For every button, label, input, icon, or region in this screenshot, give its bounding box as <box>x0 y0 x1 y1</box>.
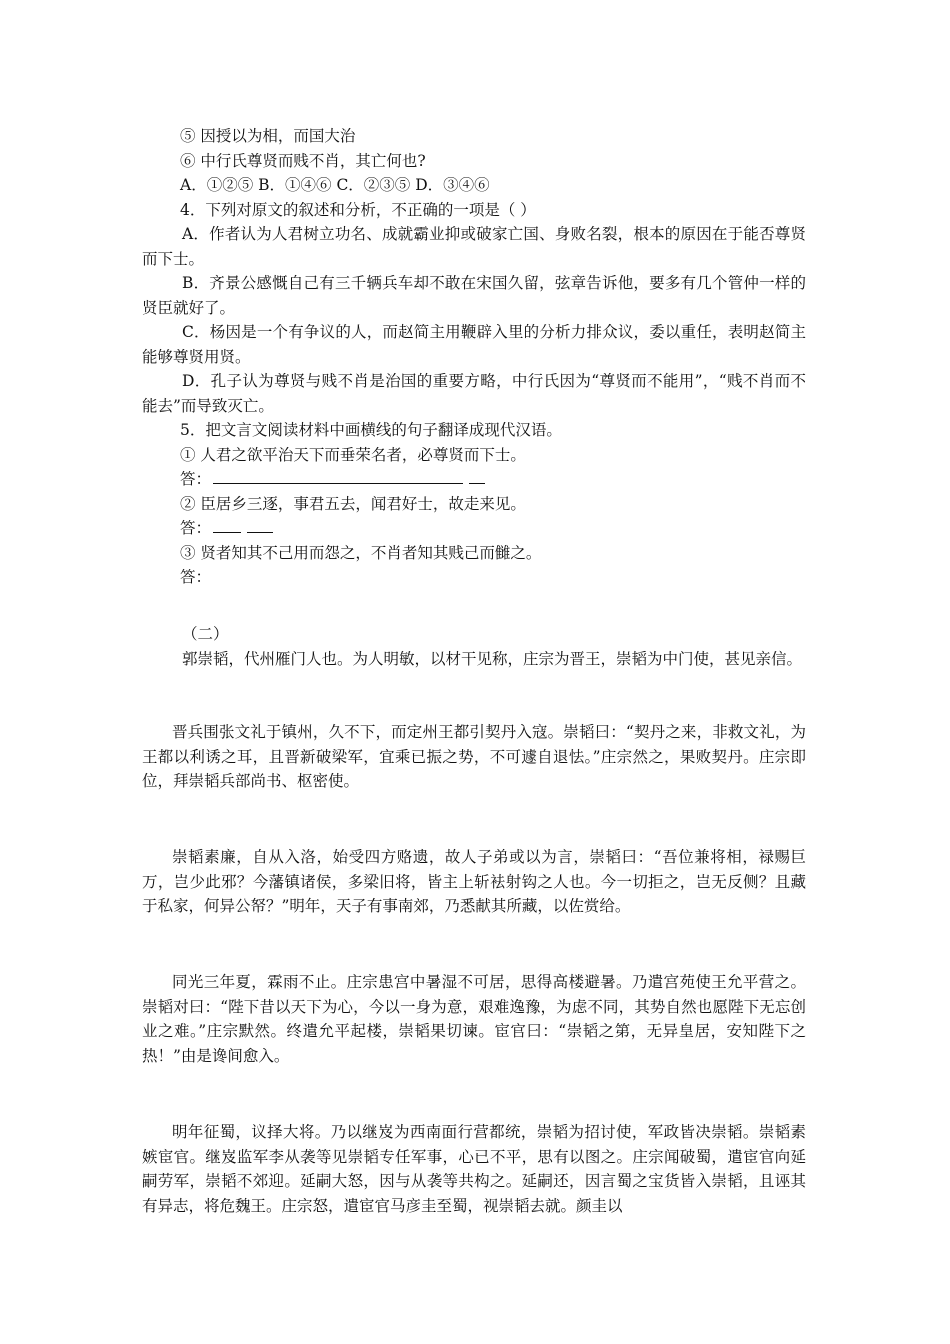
paragraph-2-block <box>142 720 806 794</box>
answer-line-2 <box>142 516 806 541</box>
answer-choices: A．①②⑤ B．①④⑥ C．②③⑤ D．③④⑥ <box>180 176 490 194</box>
q4-option-b: B．齐景公感慨自己有三千辆兵车却不敢在宋国久留，弦章告诉他，要多有几个管仲一样的贤臣就好了。 <box>142 274 806 317</box>
answer-blank <box>247 516 273 533</box>
paragraph-3: 崇韬素廉，自从入洛，始受四方赂遗，故人子弟或以为言，崇韬曰：“吾位兼将相，禄赐巨万，岂少此邪？今藩镇诸侯，多梁旧将，皆主上斩袪射钩之人也。今一切拒之，岂无反侧？且藏于私家，何异公帑？”明年，天子有事南郊，乃悉献其所藏，以佐赏给。 <box>142 848 806 915</box>
option-line-5: ⑤ 因授以为相，而国大治 <box>180 127 356 145</box>
section-2-heading-block <box>142 622 806 671</box>
question-5: 5．把文言文阅读材料中画横线的句子翻译成现代汉语。 <box>180 421 562 439</box>
q4-option-d: D．孔子认为尊贤与贱不肖是治国的重要方略，中行氏因为“尊贤而不能用”，“贱不肖而不能去”而导致灭亡。 <box>142 372 806 415</box>
q4-option-a: A．作者认为人君树立功名、成就霸业抑或破家亡国、身败名裂，根本的原因在于能否尊贤而下士。 <box>142 225 806 268</box>
paragraph-5: 明年征蜀，议择大将。乃以继岌为西南面行营都统，崇韬为招讨使，军政皆决崇韬。崇韬素嫉宦官。继岌监军李从袭等见崇韬专任军事，心已不平，思有以图之。庄宗闻破蜀，遣宦官向延嗣劳军，崇韬不郊迎。延嗣大怒，因与从袭等共构之。延嗣还，因言蜀之宝货皆入崇韬，且诬其有异志，将危魏王。庄宗怒，遣宦官马彦圭至蜀，视崇韬去就。颜圭以 <box>142 1123 806 1215</box>
answer-line-3: 答： <box>180 568 212 586</box>
sentence-1: ① 人君之欲平治天下而垂荣名者，必尊贤而下士。 <box>180 445 526 464</box>
sentence-2: ② 臣居乡三逐，事君五去，闻君好士，故走来见。 <box>180 494 526 513</box>
option-line-6: ⑥ 中行氏尊贤而贱不肖，其亡何也? <box>180 151 426 170</box>
paragraph-1: 郭崇韬，代州雁门人也。为人明敏，以材干见称，庄宗为晋王，崇韬为中门使，甚见亲信。 <box>182 649 803 668</box>
answer-blank <box>213 467 463 484</box>
section-heading: （二） <box>182 625 229 643</box>
q4-option-c: C．杨因是一个有争议的人，而赵简主用鞭辟入里的分析力排众议，委以重任，表明赵简主能够尊贤用贤。 <box>142 323 806 366</box>
paragraph-4: 同光三年夏，霖雨不止。庄宗患宫中暑湿不可居，思得高楼避暑。乃遣宫苑使王允平营之。崇韬对曰：“陛下昔以天下为心，今以一身为意，艰难逸豫，为虑不同，其势自然也愿陛下无忘创业之难。”庄宗默然。终遣允平起楼，崇韬果切谏。宦官曰：“崇韬之第，无异皇居，安知陛下之热！”由是谗间愈入。 <box>142 973 806 1065</box>
answer-label: 答： <box>180 519 212 537</box>
answer-blank <box>213 516 241 533</box>
answer-blank <box>469 467 485 484</box>
paragraph-3-block <box>142 845 806 919</box>
paragraph-5-block <box>142 1120 806 1218</box>
question-4: 4．下列对原文的叙述和分析，不正确的一项是（ ） <box>180 200 536 219</box>
sentence-3: ③ 贤者知其不己用而怨之，不肖者知其贱己而雠之。 <box>180 543 542 562</box>
answer-label: 答： <box>180 470 212 488</box>
paragraph-4-block <box>142 970 806 1068</box>
exercise-block <box>142 124 806 590</box>
answer-line-1 <box>142 467 806 492</box>
paragraph-2: 晋兵围张文礼于镇州，久不下，而定州王都引契丹入寇。崇韬曰：“契丹之来，非救文礼，为王都以利诱之耳，且晋新破梁军，宜乘已振之势，不可遽自退怯。”庄宗然之，果败契丹。庄宗即位，拜崇韬兵部尚书、枢密使。 <box>142 723 806 790</box>
